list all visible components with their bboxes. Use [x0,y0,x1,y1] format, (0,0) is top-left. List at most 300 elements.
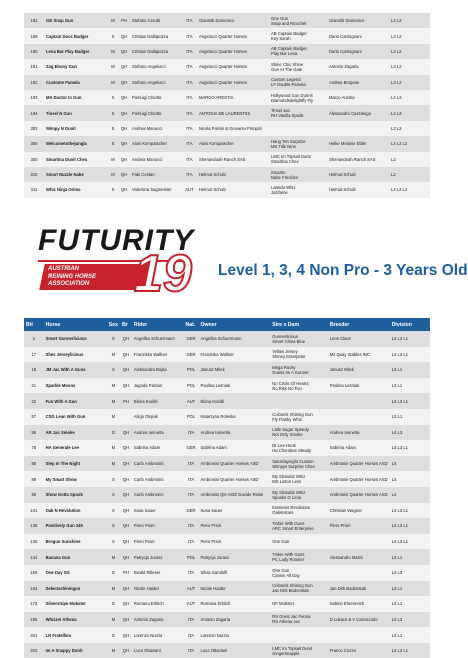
cell-owner: Alois Kompatscher [197,136,269,151]
cell-nat: ITA [184,456,199,472]
table-row [24,152,430,167]
cell-breed: QH [120,643,132,658]
cell-breeder: Jan Dirk Bodenstab [328,581,390,597]
cell-sire-dam: One Gun [270,534,327,550]
cell-sex: S [108,121,118,136]
cell-breeder: Alessandro Cazzaniga [327,105,389,120]
cell-breeder: Franco Cozza [328,643,390,658]
cell-breed [120,409,132,425]
cell-nat: ITA [184,534,199,550]
cell-bit: 195 [24,612,44,628]
cell-horse: Welcometothejungla [44,136,108,151]
cell-horse: AR Jac Smoke [44,425,107,441]
header-horse: Horse [44,318,107,331]
cell-division: L3 L1 [390,596,430,612]
cell-breeder: Heike Melanie Ebler [327,136,389,151]
cell-owner: Angelucci Quarter Horses [197,28,269,43]
cell-nat: ITA [184,627,199,643]
cell-owner: Ambrosini Quarter Horses ASD [198,456,270,472]
cell-sire-dam: Tinker With Guns ARC Smart Enterprise [270,518,327,534]
table-row [24,121,430,136]
cell-rider: Nicole Haider [132,581,184,597]
cell-breed: QH [118,167,130,182]
cell-horse: My Smart Show [44,471,107,487]
cell-breeder: Helmut Schulz [327,182,389,197]
cell-sex: S [107,487,120,503]
cell-sire-dam: My Showbiz Whiz MS Linton Less [270,471,327,487]
cell-breeder: Christian Wagner [328,503,390,519]
cell-horse: Show Gotta Spook [44,487,107,503]
cell-horse: Shes Jerseylicious [44,347,107,363]
table-row [24,362,430,378]
table-row [24,378,430,394]
cell-sire-dam: HF Mobster [270,596,327,612]
cell-horse: HA Generale Lee [44,440,107,456]
cell-nat: ITA [184,612,199,628]
cell-rider: Andrea Manucci [130,152,182,167]
cell-nat: POL [184,362,199,378]
cell-division: L3 L2 [389,121,430,136]
cell-horse: Whiz Ninja Orima [44,182,108,197]
cell-breeder [328,393,390,409]
cell-bit: 135 [24,518,44,534]
cell-sex: G [107,425,120,441]
cell-breed: QH [118,44,130,59]
cell-owner: Giannitti Domenico [197,13,269,28]
cell-bit: 17 [24,347,44,363]
cell-nat: POL [184,409,199,425]
cell-nat: GER [184,347,199,363]
cell-bit: 305 [24,136,44,151]
table-row [24,90,430,105]
cell-nat: AUT [184,596,199,612]
cell-sex: S [108,136,118,151]
cell-sex: M [107,378,120,394]
cell-breed: PH [120,393,132,409]
cell-horse: Fun With A Gun [44,393,107,409]
cell-sex: M [107,393,120,409]
cell-breed: QH [120,549,132,565]
cell-breeder [327,121,389,136]
cell-division: L3 L2 [389,44,430,59]
cell-breed: QH [120,518,132,534]
cell-owner: MARCO ARESTIA [197,90,269,105]
cell-rider: Andrea Iannetta [132,425,184,441]
table-row [24,331,430,347]
cell-horse: Tinsel N Gun [44,105,108,120]
cell-sire-dam: Little Sugar Speedy Not Only Smoke [270,425,327,441]
cell-breed: QH [120,534,132,550]
cell-owner: Silvia Gandolfi [198,565,270,581]
cell-sire-dam [269,121,327,136]
cell-horse: LN Fratellino [44,627,107,643]
cell-bit: 155 [24,565,44,581]
cell-division: L2 [389,167,430,182]
cell-bit: 189 [24,28,44,43]
cell-bit: 300 [24,152,44,167]
cell-rider: Valentina Sagmeister [130,182,182,197]
cell-sex: M [107,440,120,456]
cell-nat: ITA [182,28,197,43]
table-row [24,627,430,643]
cell-division: L4 L3 [390,425,430,441]
cell-sex: G [107,565,120,581]
cell-breeder: Ambrosini Quarter Horses ASD [328,471,390,487]
cell-bit: 57 [24,409,44,425]
cell-breeder: Andrea Bergese [327,75,389,90]
cell-breeder: Marco Arestia [327,90,389,105]
cell-nat: GER [184,440,199,456]
cell-nat: ITA [184,425,199,441]
cell-rider: Carlo Ambrosini [132,487,184,503]
cell-division: L3 L1 [390,378,430,394]
table-row [24,75,430,90]
cell-rider: Stefano Angelucci [130,75,182,90]
cell-sex: G [107,596,120,612]
cell-owner: Nicole Haider [198,581,270,597]
cell-breeder [328,534,390,550]
cell-division: L4 L3 L2 [389,136,430,151]
previous-class-table [24,13,430,198]
cell-division: L4 L3 L1 [390,331,430,347]
table-row [24,518,430,534]
cell-horse: Brogun Sunshine [44,534,107,550]
cell-sire-dam: Custom Legend LF Double Pamela [269,75,327,90]
cell-division: L4 L3 [389,13,430,28]
cell-division: L4 L3 L1 [390,518,430,534]
cell-division: L4 L3 L1 [390,347,430,363]
cell-owner: Susa Sauer [198,503,270,519]
cell-owner: Antonio Zagaria [198,612,270,628]
cell-rider: Stefano Angelucci [130,59,182,74]
cell-sire-dam: AB Captain Badger Play Bar Lena [269,44,327,59]
cell-bit: 101 [24,503,44,519]
cell-horse: One Day SG [44,565,107,581]
cell-bit: 302 [24,643,44,658]
cell-sex: S [108,90,118,105]
cell-breed: QH [118,182,130,197]
cell-sire-dam: Yellow Jersey Shiney Enterprise [270,347,327,363]
cell-horse: Smart Nuzzle Nabe [44,167,108,182]
cell-sex: M [107,612,120,628]
cell-sex: M [107,347,120,363]
cell-rider: Carlo Ambrosini [132,456,184,472]
cell-horse: Smartina Dunit Chex [44,152,108,167]
cell-horse: Im A Snappy Dunit [44,643,107,658]
cell-breeder: Dario Carmignani [327,28,389,43]
cell-bit: 193 [24,90,44,105]
cell-owner: Angelucci Quarter Horses [197,44,269,59]
table-row [24,487,430,503]
cell-sex: S [108,182,118,197]
cell-bit: 181 [24,13,44,28]
table-row [24,167,430,182]
cell-breed: QH [120,487,132,503]
cell-sire-dam: AB Captain Badger Key Sarah [269,28,327,43]
header-bit: Bit [24,318,44,331]
cell-rider: Romana Erblich [132,596,184,612]
cell-breed: QH [118,28,130,43]
cell-breed: PH [118,13,130,28]
cell-breed: QH [118,152,130,167]
cell-sex: M [107,643,120,658]
cell-owner: ANTONIA DE LAURENTIIS [197,105,269,120]
cell-division: L3 L2 [389,59,430,74]
cell-rider: Lorenzo Nurzia [132,627,184,643]
cell-nat: ITA [182,121,197,136]
header-nat: Nat. [184,318,199,331]
table-row [24,565,430,581]
cell-owner: Angelucci Quarter Horses [197,59,269,74]
cell-nat: ITA [182,44,197,59]
cell-bit: 90 [24,487,44,503]
cell-owner: Lorenzo Nurzia [198,627,270,643]
cell-rider: Andrea Manucci [130,121,182,136]
cell-breed: QH [118,59,130,74]
cell-sex: S [107,518,120,534]
cell-bit: 89 [24,471,44,487]
cell-sex: M [108,152,118,167]
cell-owner: Piero Priori [198,518,270,534]
cell-sex: S [107,331,120,347]
cell-division: L4 L3 L2 [389,182,430,197]
cell-owner: Janusz Milek [198,362,270,378]
header-sex: Sex [107,318,120,331]
cell-breed: QH [120,596,132,612]
cell-breed: QH [118,136,130,151]
cell-sire-dam: Smartin Nabe Freckles [269,167,327,182]
cell-sire-dam: LMC Im Topsail Dunit Smartina Chex [269,152,327,167]
cell-owner: Romana Erblich [198,596,270,612]
table-row [24,581,430,597]
cell-division: L4 [390,456,430,472]
cell-sire-dam [270,627,327,643]
table-row [24,549,430,565]
cell-breed: QH [120,503,132,519]
table-header-row [24,318,430,331]
cell-sire-dam: Einsteins Revolution Oaksnstars [270,503,327,519]
cell-nat: GER [184,503,199,519]
cell-breed: QH [120,627,132,643]
cell-bit: 194 [24,105,44,120]
cell-rider: Jagoda Pardus [132,378,184,394]
cell-breed: QH [120,347,132,363]
cell-division: L3 L1 [390,549,430,565]
cell-sex: S [107,471,120,487]
cell-sire-dam: Shine Chic Shine Gun At The Gate [269,59,327,74]
cell-sire-dam: One Gun Snap and Ricochet [269,13,327,28]
cell-owner: Ambrosini Quarter Horses ASD [198,471,270,487]
cell-nat: ITA [184,471,199,487]
cell-bit: 192 [24,75,44,90]
cell-nat: ITA [182,59,197,74]
cell-bit: 2 [24,331,44,347]
table-row [24,28,430,43]
cell-sire-dam: RS Great Jac Feona RS Athena Jac [270,612,327,628]
cell-owner: Paulina Lesniak [198,378,270,394]
cell-bit: 19 [24,362,44,378]
cell-breed: QH [120,440,132,456]
cell-owner: Luca Ottaviani [198,643,270,658]
cell-bit: 144 [24,549,44,565]
cell-division: L3 L1 [390,581,430,597]
entries-table [24,318,430,658]
cell-division: L4 L3 [390,612,430,628]
cell-horse: Wimpy N Dunit [44,121,108,136]
cell-owner: Helmut Schulz [197,182,269,197]
cell-division: L3 L1 [390,409,430,425]
cell-owner: Helmut Schulz [197,167,269,182]
cell-breeder: Sabrina Adam [328,440,390,456]
cell-bit: 76 [24,440,44,456]
cell-nat: ITA [184,518,199,534]
cell-breed: QH [120,331,132,347]
cell-rider: Luca Ottaviani [132,643,184,658]
cell-breeder: Ambrosini Quarter Horses ASD [328,456,390,472]
cell-owner: Angelika Schuermann [198,331,270,347]
cell-breeder [328,409,390,425]
header-owner: Owner [198,318,270,331]
cell-rider: Fabi Cestari [130,167,182,182]
cell-division: L4 L3 L1 [390,503,430,519]
cell-bit: 59 [24,425,44,441]
cell-sire-dam: Hang Ten Surprize MS Title Nine [269,136,327,151]
cell-sire-dam: LMC Im Topsail Dunit Gingersnapple [270,643,327,658]
cell-nat: AUT [182,182,197,197]
cell-breeder: Sabine Ehrenreich [328,596,390,612]
cell-nat: ITA [184,487,199,503]
cell-sire-dam: Colonels Shining Gun Jan Dirk Bodenstab [270,581,327,597]
cell-bit: 88 [24,456,44,472]
cell-breed: QH [120,378,132,394]
cell-rider: Alicja Olejnik [132,409,184,425]
cell-horse: Oak N Revolution [44,503,107,519]
cell-owner: Piero Priori [198,534,270,550]
cell-rider: Alois Kompatscher [130,136,182,151]
cell-division: L3 L2 [389,28,430,43]
cell-breed: QH [120,425,132,441]
cell-sex: M [108,13,118,28]
cell-sex: M [108,75,118,90]
cell-sire-dam: Lareido Whiz Jazifame [269,182,327,197]
cell-division: L3 L1 [390,362,430,378]
cell-bit: 191 [24,59,44,74]
cell-breed: QH [120,581,132,597]
cell-breed: QH [120,612,132,628]
table-row [24,440,430,456]
cell-division: L4 [390,471,430,487]
cell-horse: CSG Lean With Gun [44,409,107,425]
class-title: Level 1, 3, 4 Non Pro - 3 Years Old [218,262,468,279]
table-row [24,612,430,628]
cell-horse: Sparkle Moons [44,378,107,394]
cell-nat: ITA [182,90,197,105]
table-row [24,347,430,363]
cell-sex: S [107,362,120,378]
cell-breeder: Andrea Iannetta [328,425,390,441]
cell-breeder: Piero Priori [328,518,390,534]
cell-owner: Angelucci Quarter Horses [197,75,269,90]
cell-breeder: D Lukacs & V Carracciolo [328,612,390,628]
cell-breeder [328,627,390,643]
cell-bit: 301 [24,627,44,643]
cell-sex: M [107,409,120,425]
cell-rider: Ewald Rilleser [132,565,184,581]
cell-breeder: Alessandro Malcli [328,549,390,565]
cell-breed: QH [120,471,132,487]
cell-rider: Stefano Cerutti [130,13,182,28]
table-row [24,596,430,612]
cell-sex: M [108,44,118,59]
cell-rider: Aleksandra Bojda [132,362,184,378]
cell-sire-dam: No Circle Of Hearts No Risk No Fun [270,378,327,394]
cell-nat: ITA [184,565,199,581]
cell-breeder: Leon Claes [328,331,390,347]
table-row [24,59,430,74]
logo-year: 19 [134,245,192,303]
cell-owner: Andrea Iannetta [198,425,270,441]
logo-association: AUSTRIAN REINING HORSE ASSOCIATION [48,266,97,287]
futurity-logo [38,224,195,314]
cell-sire-dam: One Gun Cannie All Day [270,565,327,581]
cell-sex: M [108,167,118,182]
cell-sex: M [107,581,120,597]
cell-sex: M [107,456,120,472]
table-row [24,534,430,550]
cell-sex: M [107,549,120,565]
cell-bit: 164 [24,581,44,597]
cell-horse: Positively Gun 246 [44,518,107,534]
cell-sex: M [108,59,118,74]
cell-sire-dam: Gunnerlicious Smart China Blue [270,331,327,347]
cell-division: L2 [389,152,430,167]
table-row [24,471,430,487]
cell-rider: Susa Sauer [132,503,184,519]
cell-nat: ITA [182,136,197,151]
cell-bit: 136 [24,534,44,550]
cell-sire-dam: Mega Rocky Guess Im A Gunner [270,362,327,378]
cell-bit: 190 [24,44,44,59]
cell-horse: Banana Gun [44,549,107,565]
cell-owner: Ambrosini QH ASD/ Davide Rossi [198,487,270,503]
cell-owner: Elena Koelbl [198,393,270,409]
cell-breeder: Dario Carmignani [327,44,389,59]
cell-nat: AUT [184,393,199,409]
cell-horse: Step In The Night [44,456,107,472]
cell-nat: ITA [182,167,197,182]
table-row [24,456,430,472]
cell-rider: Elena Koelbl [132,393,184,409]
table-row [24,105,430,120]
table-row [24,409,430,425]
cell-division: L4 L3 L1 [390,393,430,409]
cell-breeder [328,565,390,581]
table-row [24,44,430,59]
table-row [24,13,430,28]
cell-rider: Carlo Ambrosini [132,471,184,487]
cell-nat: ITA [182,152,197,167]
cell-breeder: Janusz Milek [328,362,390,378]
cell-bit: 21 [24,378,44,394]
cell-division: L4 L3 L1 [390,440,430,456]
cell-rider: Pierluigi Chiotto [130,105,182,120]
cell-sire-dam: Saturdaynight Custom Wimpys Surprise Chex [270,456,327,472]
cell-horse: Silverstripe Mobster [44,596,107,612]
table-row [24,393,430,409]
cell-rider: Franziska Wallner [132,347,184,363]
cell-sex: S [108,105,118,120]
cell-owner: Sabrina Adam [198,440,270,456]
